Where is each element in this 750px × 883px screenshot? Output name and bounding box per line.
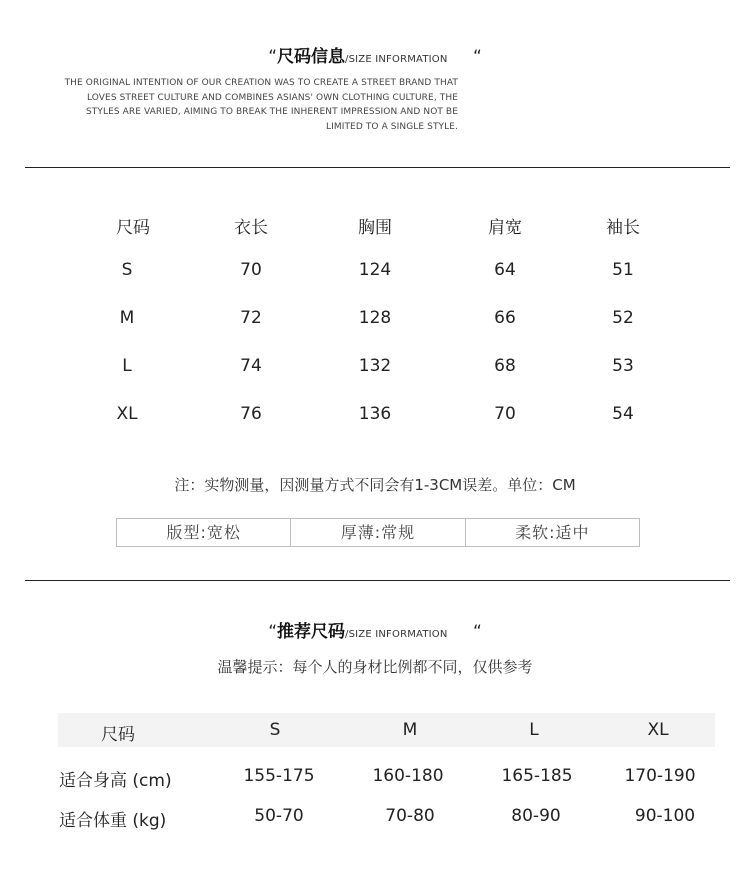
- recommend-header-cell: S: [269, 720, 281, 740]
- size-cell: XL: [116, 404, 138, 424]
- recommend-header-cell: 尺码: [101, 725, 135, 745]
- size-header-cell: 肩宽: [488, 218, 522, 238]
- size-cell: 124: [358, 260, 392, 280]
- recommend-cell: 170-190: [624, 766, 696, 786]
- size-cell: 68: [494, 356, 516, 376]
- recommend-cell: 90-100: [634, 806, 696, 826]
- recommend-cell: 80-90: [511, 806, 561, 826]
- intro-line: STYLES ARE VARIED, AIMING TO BREAK THE INHERENT IMPRESSION AND NOT BE: [85, 107, 458, 117]
- recommend-header-cell: XL: [647, 720, 669, 740]
- attribute-softness: 柔软:适中: [515, 523, 590, 542]
- recommend-cell: 155-175: [243, 766, 315, 786]
- size-cell: 54: [612, 404, 634, 424]
- recommend-title-en: /SIZE INFORMATION: [345, 629, 448, 640]
- size-header-cell: 衣长: [234, 218, 268, 238]
- quote-open: “: [268, 622, 278, 642]
- recommend-title-cn: 推荐尺码: [277, 622, 346, 642]
- size-header-cell: 袖长: [606, 218, 640, 238]
- quote-close: “: [472, 47, 482, 67]
- intro-line: THE ORIGINAL INTENTION OF OUR CREATION WAS TO CREATE A STREET BRAND THAT: [64, 78, 458, 88]
- size-cell: 51: [612, 260, 634, 280]
- size-cell: L: [122, 356, 132, 376]
- size-cell: 70: [240, 260, 262, 280]
- attribute-thickness: 厚薄:常规: [291, 519, 465, 546]
- size-cell: 132: [358, 356, 392, 376]
- weight-row-label: 适合体重 (kg): [59, 811, 167, 831]
- size-cell: 136: [358, 404, 392, 424]
- size-cell: 76: [240, 404, 262, 424]
- size-cell: 72: [240, 308, 262, 328]
- size-cell: 64: [494, 260, 516, 280]
- recommend-header-cell: L: [529, 720, 539, 740]
- size-info-title-en: /SIZE INFORMATION: [345, 54, 448, 65]
- size-info-title-cn: 尺码信息: [277, 47, 346, 67]
- size-cell: S: [121, 260, 133, 280]
- quote-close: “: [472, 622, 482, 642]
- attribute-fit: 版型:宽松: [117, 519, 291, 546]
- size-header-cell: 胸围: [358, 218, 392, 238]
- quote-open: “: [268, 47, 278, 67]
- recommend-cell: 50-70: [254, 806, 304, 826]
- recommend-cell: 165-185: [501, 766, 573, 786]
- size-cell: M: [119, 308, 135, 328]
- size-cell: 53: [612, 356, 634, 376]
- intro-line: LOVES STREET CULTURE AND COMBINES ASIANS' OWN CLOTHING CULTURE, THE: [86, 92, 458, 103]
- recommend-header-cell: M: [402, 720, 418, 740]
- intro-line: LIMITED TO A SINGLE STYLE.: [325, 121, 458, 132]
- size-cell: 52: [612, 308, 634, 328]
- size-cell: 70: [494, 404, 516, 424]
- recommend-cell: 160-180: [372, 766, 444, 786]
- size-cell: 66: [494, 308, 516, 328]
- fit-tip: 温馨提示：每个人的身材比例都不同，仅供参考: [217, 658, 533, 676]
- size-cell: 128: [358, 308, 392, 328]
- measurement-note: 注：实物测量，因测量方式不同会有1-3CM误差。单位：CM: [174, 476, 576, 494]
- size-cell: 74: [240, 356, 262, 376]
- recommend-cell: 70-80: [385, 806, 435, 826]
- size-header-cell: 尺码: [116, 218, 150, 238]
- height-row-label: 适合身高 (cm): [59, 771, 172, 791]
